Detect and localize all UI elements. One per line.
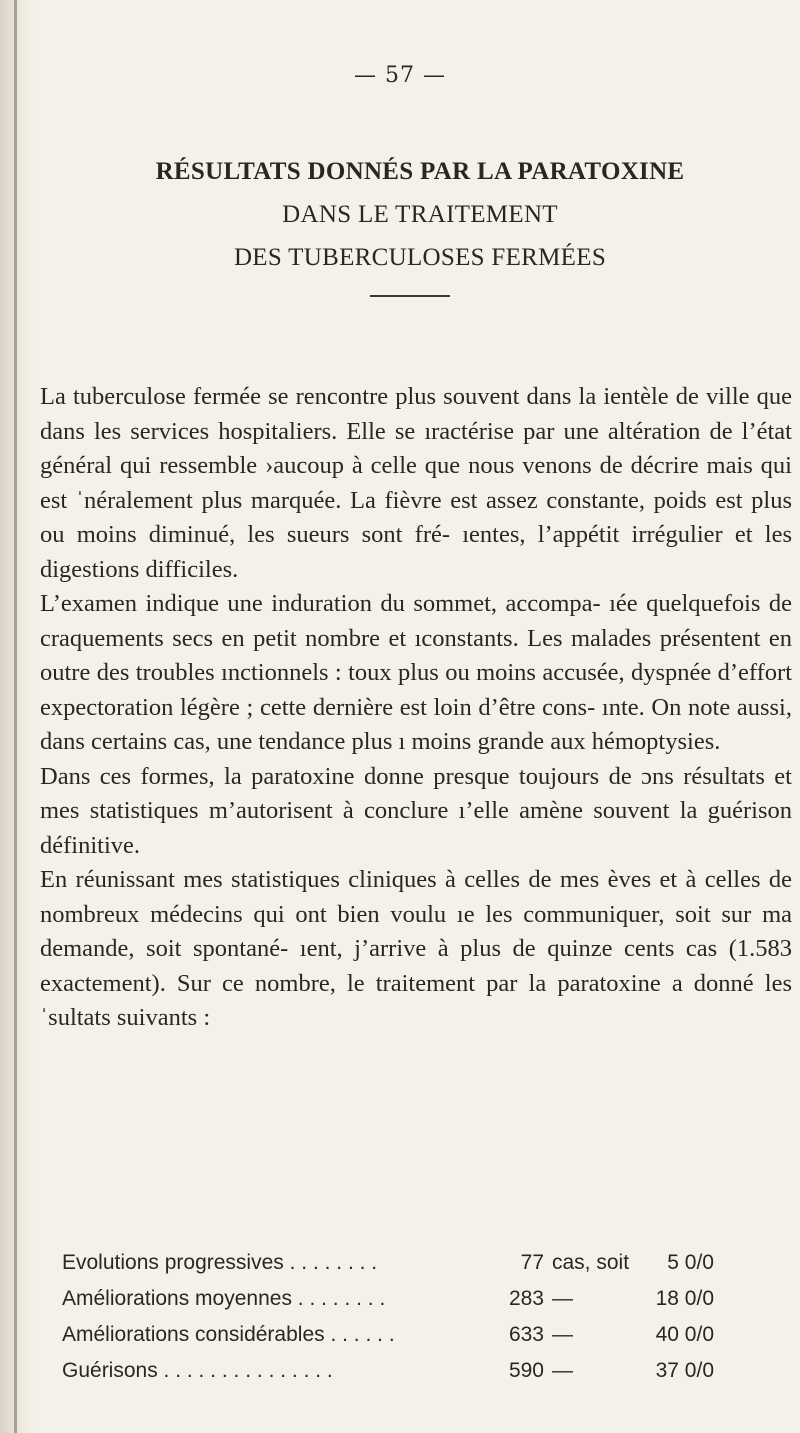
result-percent: 5 0/0 [667,1251,714,1274]
title-line-2: DANS LE TRAITEMENT [282,201,558,228]
result-label: Evolutions progressives . . . . . . . . [62,1251,378,1274]
title-line-1: RÉSULTATS DONNÉS PAR LA PARATOXINE [155,158,685,185]
paragraph-2: L’examen indique une induration du sommet, accompa- ıée quelquefois de craquements secs en petit nombre et ıconstants. Les malades présentent en outre des troubles ınctionnels : toux plus ou moins accusée, dyspnée d’effort expectoration légère ; cette dernière est loin d’être cons- ınte. On note aussi, dans certains cas, une tendance plus ı moins grande aux hémoptysies. [40,590,792,755]
result-label: Guérisons . . . . . . . . . . . . . . . [62,1359,333,1382]
result-row-cures [62,1353,762,1389]
book-binding-shadow [0,0,34,1433]
result-unit: — [552,1287,573,1310]
result-count: 590 [508,1359,544,1382]
paragraph-4: En réunissant mes statistiques cliniques à celles de mes èves et à celles de nombreux médecins qui ont bien voulu ıe les communiquer, soit sur ma demande, soit spontané- ıent, j’arrive à plus de quinze cents cas (1.583 exactement). Sur ce nombre, le traitement par la paratoxine a donné les ˈsultats suivants : [40,866,792,1031]
result-percent: 37 0/0 [655,1359,714,1382]
paragraph-1: La tuberculose fermée se rencontre plus souvent dans la ientèle de ville que dans les services hospitaliers. Elle se ıractérise par une altération de l’état général qui ressemble ›aucoup à celle que nous venons de décrire mais qui est ˈnéralement plus marquée. La fièvre est assez constante, poids est plus ou moins diminué, les sueurs sont fré- ıentes, l’appétit irrégulier et les digestions difficiles. [40,383,792,583]
result-percent: 18 0/0 [655,1287,714,1310]
result-count: 283 [508,1287,544,1310]
result-row-progressive [62,1245,762,1281]
paragraph-3: Dans ces formes, la paratoxine donne presque toujours de ɔns résultats et mes statistiques m’autorisent à conclure ı’elle amène souvent la guérison définitive. [40,762,792,859]
result-unit: — [552,1323,573,1346]
results-table [62,1245,762,1389]
result-label: Améliorations moyennes . . . . . . . . [62,1287,386,1310]
result-label: Améliorations considérables . . . . . . [62,1323,395,1346]
body-text [40,380,792,1036]
title-line-3: DES TUBERCULOSES FERMÉES [233,244,607,271]
result-unit: cas, soit [552,1251,630,1274]
result-row-moderate [62,1281,762,1317]
binding-edge [14,0,17,1433]
page-number: — 57 — [354,63,446,88]
result-row-considerable [62,1317,762,1353]
title-divider [370,295,450,297]
chapter-title [60,150,780,279]
result-percent: 40 0/0 [655,1323,714,1346]
result-unit: — [552,1359,573,1382]
result-count: 633 [508,1323,544,1346]
result-count: 77 [520,1251,544,1274]
